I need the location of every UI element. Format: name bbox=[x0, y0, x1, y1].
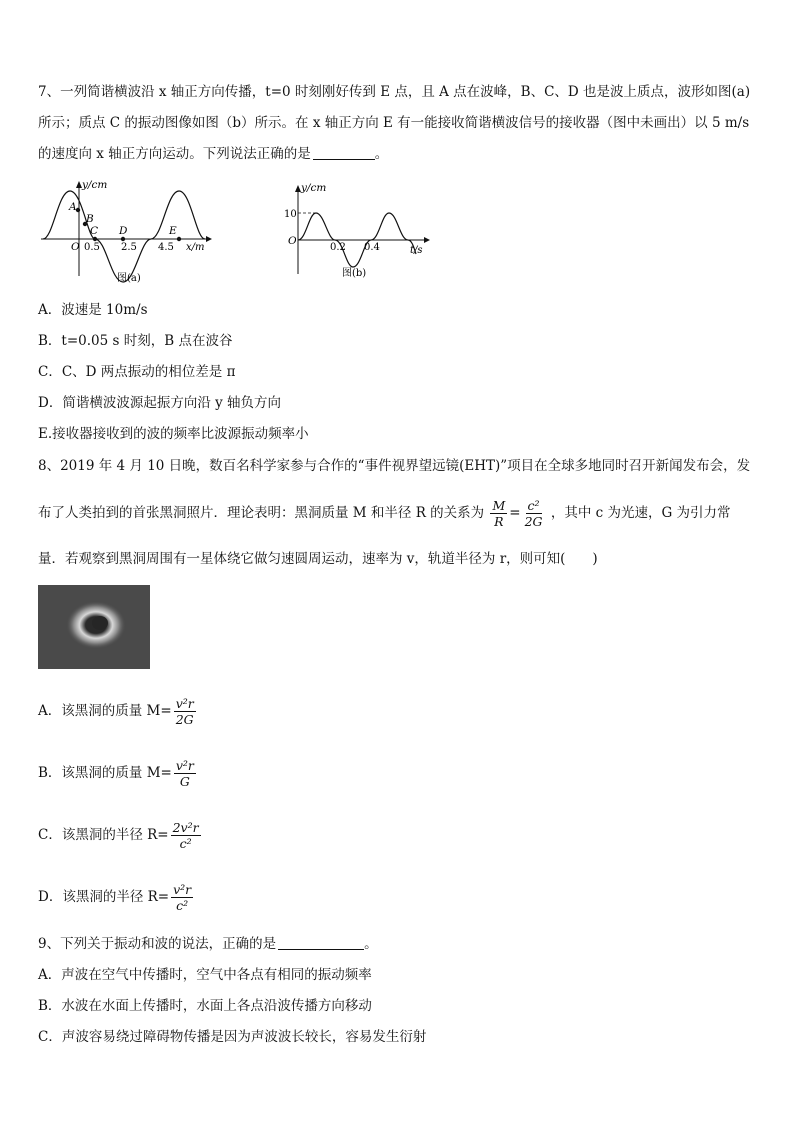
q8-stem-line2 bbox=[38, 494, 731, 532]
q7-fig-b-tick-0: 0.2 bbox=[330, 242, 346, 253]
q7-fig-a-xlabel: x/m bbox=[186, 242, 205, 253]
q9-option-b[interactable]: B．水波在水面上传播时，水面上各点沿波传播方向移动 bbox=[38, 998, 372, 1014]
q7-option-b[interactable]: B．t=0.05 s 时刻，B 点在波谷 bbox=[38, 333, 233, 349]
q7-option-e[interactable]: E.接收器接收到的波的频率比波源振动频率小 bbox=[38, 426, 309, 442]
q9-stem-text: 9、下列关于振动和波的说法，正确的是 bbox=[38, 936, 277, 952]
black-hole-image bbox=[38, 585, 150, 669]
q7-fig-b-xlabel: t/s bbox=[410, 245, 423, 256]
q8-option-c[interactable]: C．该黑洞的半径 R= $\frac{\text{2v²r}}{\text{c²}}$ bbox=[38, 820, 199, 851]
q7-fig-b-caption: 图(b) bbox=[342, 268, 367, 279]
q7-fig-a-point-c: C bbox=[90, 225, 99, 237]
q7-fig-a-tick-1: 2.5 bbox=[121, 242, 137, 253]
q7-fig-a-point-d: D bbox=[119, 225, 128, 237]
q7-stem-line3 bbox=[38, 145, 388, 163]
q7-stem-line1: 7、一列简谐横波沿 x 轴正方向传播，t=0 时刻刚好传到 E 点，且 A 点在波峰，B、C、D 也是波上质点，波形如图(a) bbox=[38, 84, 751, 100]
q7-fig-a-tick-0: 0.5 bbox=[84, 242, 100, 253]
q7-option-d[interactable]: D．简谐横波波源起振方向沿 y 轴负方向 bbox=[38, 395, 282, 411]
q7-fig-a-point-a: A bbox=[69, 201, 77, 213]
q7-fig-a-caption: 图(a) bbox=[117, 273, 141, 284]
q7-answer-blank[interactable] bbox=[313, 147, 375, 160]
q9-stem-end: 。 bbox=[364, 936, 378, 952]
q8-stem-line3: 量．若观察到黑洞周围有一星体绕它做匀速圆周运动，速率为 v，轨道半径为 r，则可知( ) bbox=[38, 551, 598, 567]
black-hole-photo bbox=[38, 585, 150, 669]
q8-option-d[interactable]: D．该黑洞的半径 R= $\frac{\text{v²r}}{\text{c²}}$ bbox=[38, 882, 192, 913]
q7-fig-b-origin: O bbox=[288, 235, 297, 247]
q7-stem-line3-text: 的速度向 x 轴正方向运动。下列说法正确的是 bbox=[38, 146, 311, 162]
q9-answer-blank[interactable] bbox=[278, 937, 364, 950]
q8-option-a[interactable]: A．该黑洞的质量 M= $\frac{\text{v²r}}{2G}$ bbox=[38, 696, 194, 727]
q8-relation-equals: = bbox=[509, 505, 521, 521]
q7-fig-a-tick-2: 4.5 bbox=[158, 242, 174, 253]
q7-stem-line2: 所示；质点 C 的振动图像如图（b）所示。在 x 轴正方向 E 有一能接收简谐横波信号的接收器（图中未画出）以 5 m/s bbox=[38, 115, 750, 131]
q7-option-c[interactable]: C．C、D 两点振动的相位差是 π bbox=[38, 364, 236, 380]
q8-relation-right: $\frac{\text{c²}}{2G}$ bbox=[524, 498, 543, 529]
q7-fig-b-tick-1: 0.4 bbox=[364, 242, 380, 253]
q7-fig-a-point-e: E bbox=[169, 225, 177, 237]
q9-option-a[interactable]: A．声波在空气中传播时，空气中各点有相同的振动频率 bbox=[38, 967, 372, 983]
q7-fig-a-ylabel: y/cm bbox=[82, 179, 108, 191]
q9-stem bbox=[38, 935, 378, 953]
q7-stem-line3-end: 。 bbox=[374, 146, 389, 162]
q7-fig-b-ylabel: y/cm bbox=[301, 182, 327, 194]
q8-option-b[interactable]: B．该黑洞的质量 M= $\frac{\text{v²r}}{G}$ bbox=[38, 758, 194, 789]
q9-option-c[interactable]: C．声波容易绕过障碍物传播是因为声波波长较长，容易发生衍射 bbox=[38, 1029, 427, 1045]
q8-relation-left: $\frac{M}{R}$ bbox=[492, 498, 506, 529]
q7-fig-a-origin: O bbox=[71, 241, 80, 253]
q8-stem-line2-text: 布了人类拍到的首张黑洞照片．理论表明：黑洞质量 M 和半径 R 的关系为 bbox=[38, 505, 485, 521]
q7-option-a[interactable]: A．波速是 10m/s bbox=[38, 302, 148, 318]
q7-figure-b bbox=[282, 182, 432, 288]
q7-figure-a bbox=[38, 176, 218, 288]
q8-stem-line2-end: ，其中 c 为光速，G 为引力常 bbox=[550, 505, 731, 521]
q7-fig-b-ytick: 10 bbox=[284, 209, 297, 220]
q8-stem-line1: 8、2019 年 4 月 10 日晚，数百名科学家参与合作的“事件视界望远镜(EHT)”项目在全球多地同时召开新闻发布会，发 bbox=[38, 458, 751, 474]
q7-fig-a-point-b: B bbox=[86, 213, 94, 225]
